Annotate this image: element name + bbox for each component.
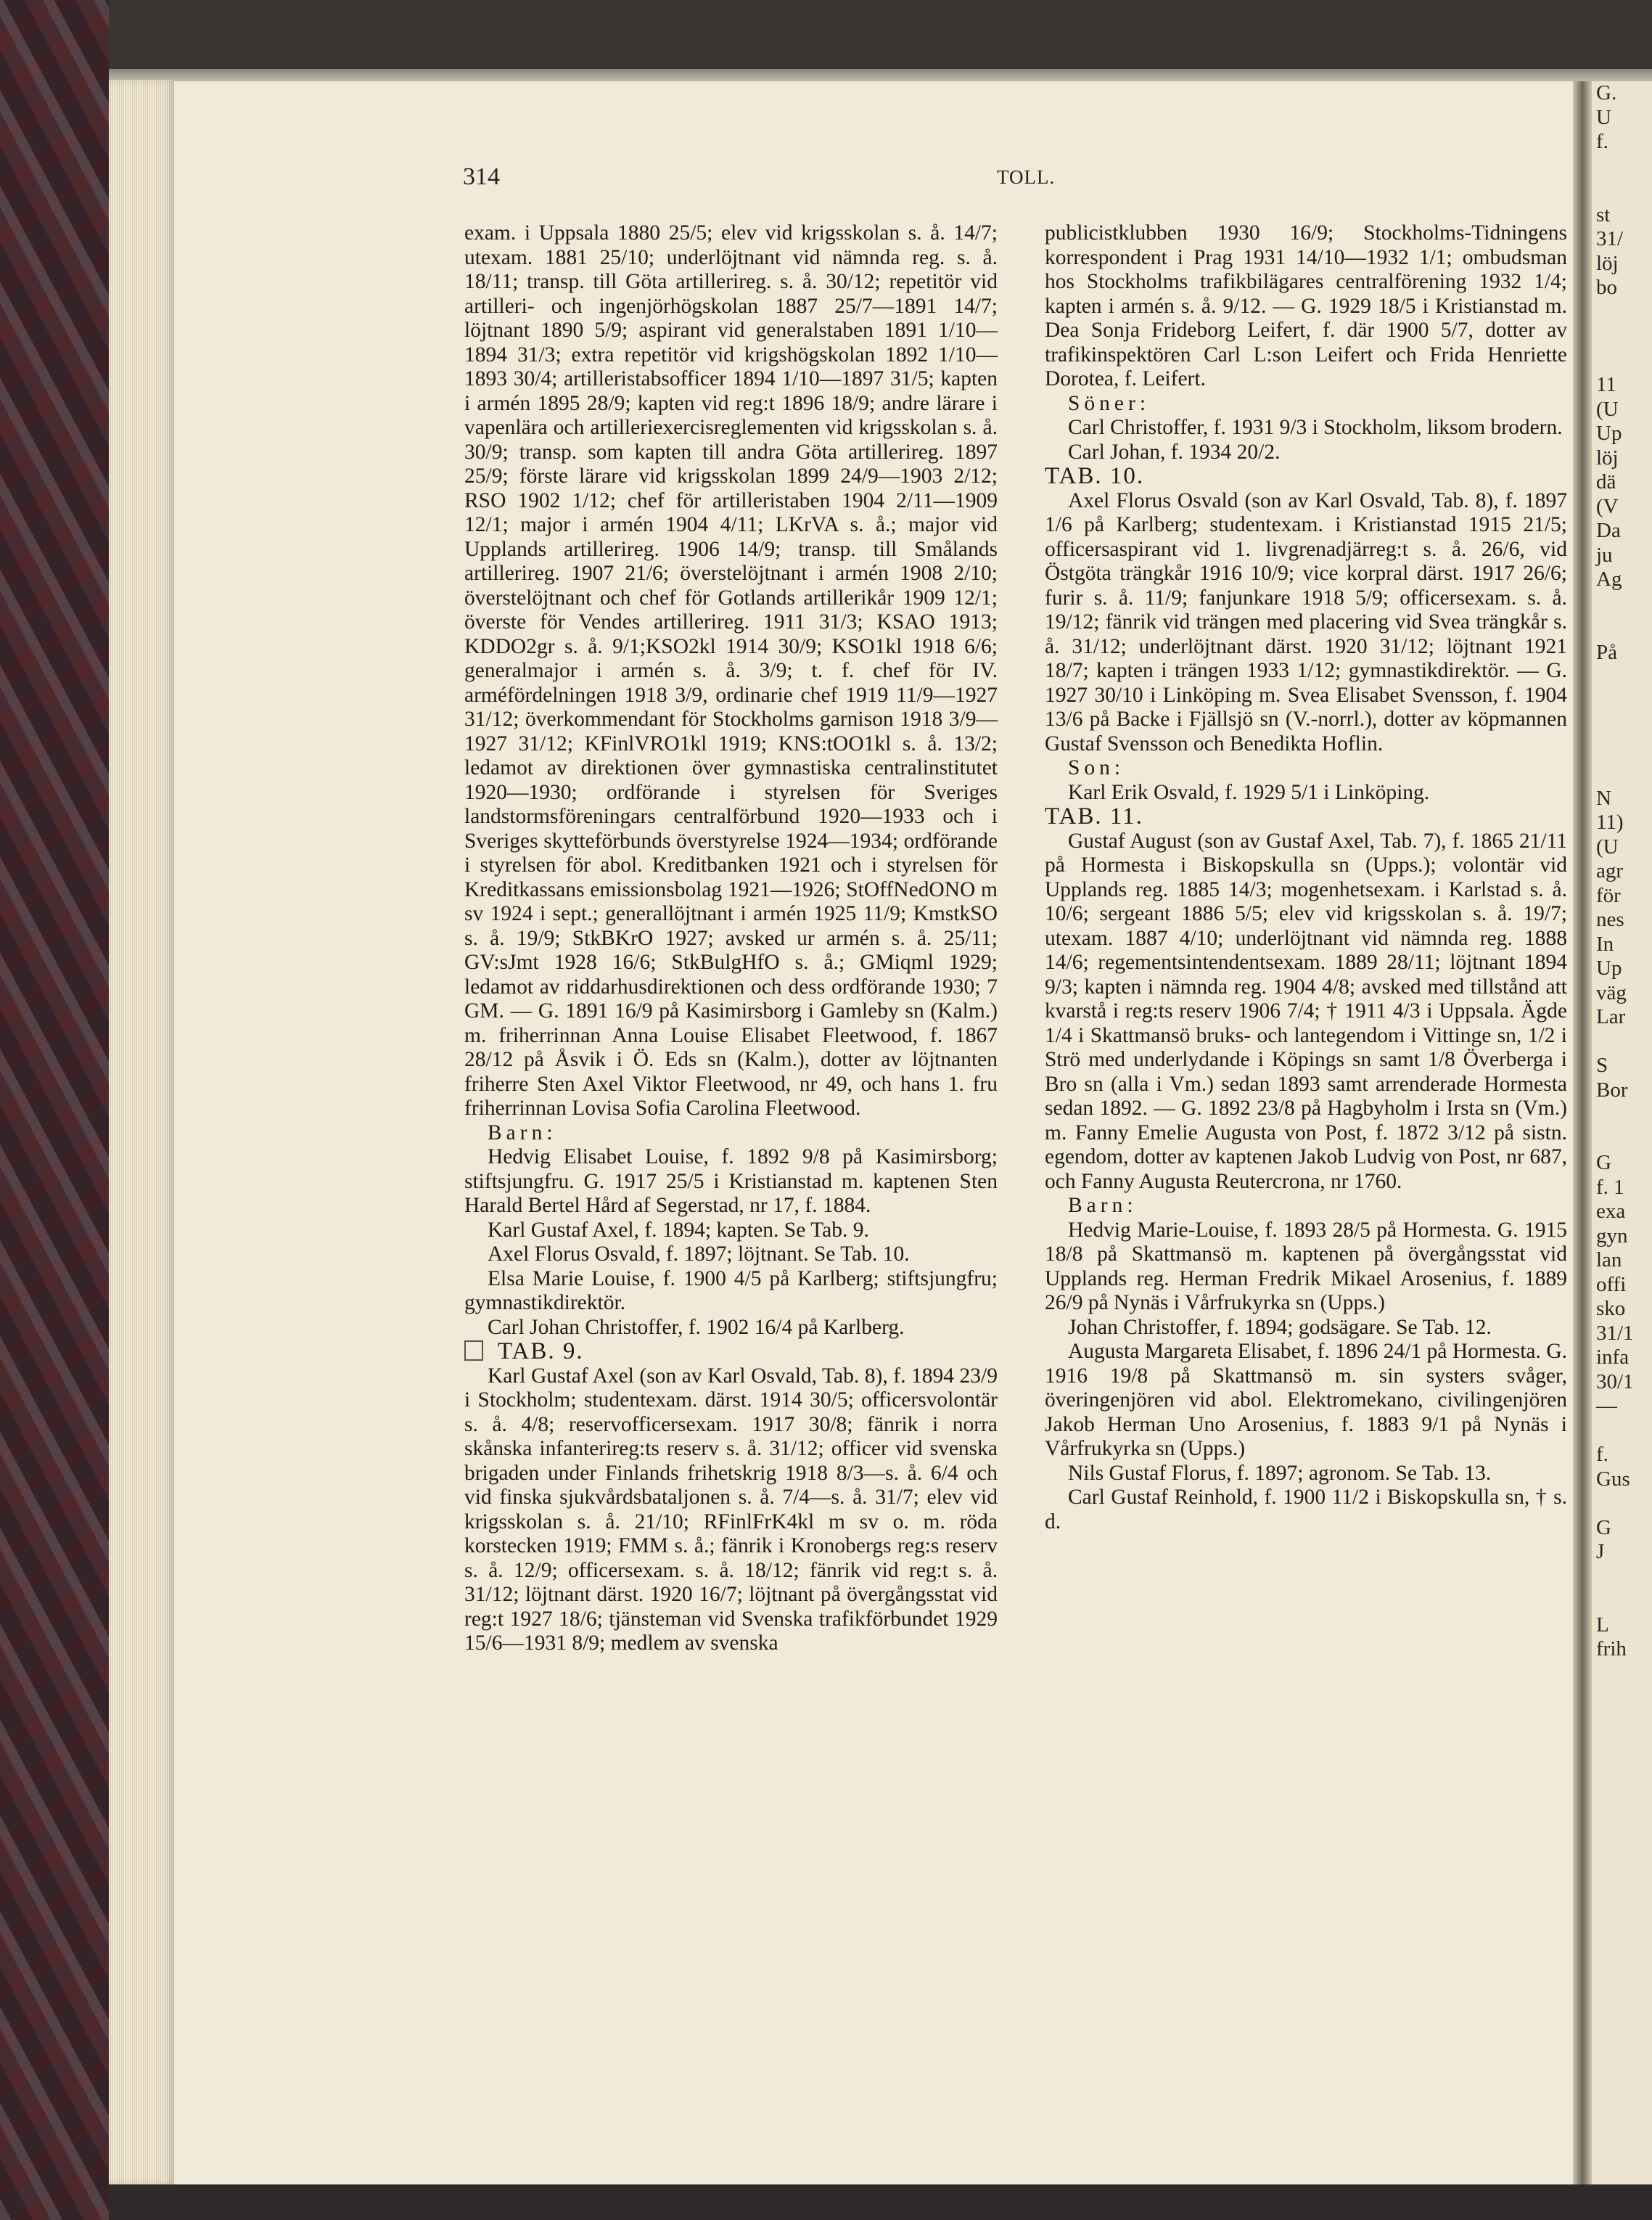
child-entry: Carl Johan, f. 1934 20/2. bbox=[1068, 440, 1281, 464]
facing-page-fragment bbox=[1596, 1127, 1634, 1152]
facing-page-text-fragments bbox=[1596, 81, 1634, 1662]
facing-page-fragment bbox=[1596, 1419, 1634, 1443]
facing-page-fragment bbox=[1596, 592, 1634, 617]
book-gutter bbox=[1573, 81, 1592, 2184]
child-entry: Johan Christoffer, f. 1894; godsägare. Se Tab. 12. bbox=[1068, 1315, 1492, 1339]
tab-heading: TAB. 11. bbox=[1045, 803, 1143, 830]
soner-label: Söner: bbox=[1068, 391, 1151, 415]
facing-page-fragment: dä bbox=[1596, 470, 1616, 493]
facing-page-fragment: st bbox=[1596, 202, 1611, 226]
facing-page-fragment: L bbox=[1596, 1613, 1609, 1637]
child-entry: Karl Erik Osvald, f. 1929 5/1 i Linköping. bbox=[1068, 780, 1430, 804]
entry-paragraph: Karl Gustaf Axel (son av Karl Osvald, Tab. 8), f. 1894 23/9 i Stockholm; studentexam. därst. 1914 30/5; officersvolontär s. å. 4/8; reservofficersexam. 1917 30/8; fänrik i norra skånska infanterireg:ts reserv s. å. 31/12; officer vid svenska brigaden under Finlands frihetskrig 1918 8/3—s. å. 6/4 och vid finska sjukvårdsbataljonen s. å. 7/4—s. å. 31/7; elev vid krigsskolan s. å. 21/10; RFinlFrK4kl m sv o. m. röda korstecken 1919; FMM s. å.; fänrik i Kronobergs reg:s reserv s. å. 12/9; officersexam. s. å. 18/12; fänrik vid reg:t s. å. 31/12; löjtnant därst. 1920 16/7; löjtnant på övergångsstat vid reg:t 1927 18/6; tjänsteman vid Svenska trafikförbundet 1929 15/6—1931 8/9; medlem av svenska bbox=[464, 1364, 998, 1655]
facing-page-fragment: bo bbox=[1596, 276, 1617, 299]
book-bottom-edge bbox=[109, 2184, 1652, 2220]
facing-page-fragment: f. 1 bbox=[1596, 1175, 1624, 1199]
facing-page-fragment: Gus bbox=[1596, 1467, 1630, 1491]
facing-page-fragment: 11) bbox=[1596, 811, 1624, 834]
facing-page-fragment bbox=[1596, 713, 1634, 738]
facing-page-fragment bbox=[1596, 1565, 1634, 1589]
facing-page-fragment: In bbox=[1596, 932, 1614, 956]
facing-page-fragment bbox=[1596, 1102, 1634, 1127]
facing-page-fragment bbox=[1596, 179, 1634, 203]
facing-page-fragment: 31/1 bbox=[1596, 1321, 1634, 1345]
facing-page-fragment: S bbox=[1596, 1054, 1608, 1077]
entry-paragraph: publicistklubben 1930 16/9; Stockholms-Tidningens korrespondent i Prag 1931 14/10—1932 1/1; ombudsman hos Stockholms trafikbilägares centralförening 1932 1/4; kapten i armén s. å. 9/12. — G. 1929 18/5 i Kristianstad m. Dea Sonja Frideborg Leifert, f. där 1900 5/7, dotter av trafikinspektören Carl L:son Leifert och Frida Henriette Dorotea, f. Leifert. bbox=[1045, 221, 1567, 390]
page-stack-edge bbox=[109, 80, 174, 2184]
facing-page-fragment bbox=[1596, 324, 1634, 349]
facing-page-fragment: J bbox=[1596, 1540, 1605, 1563]
facing-page-fragment: f. bbox=[1596, 1443, 1608, 1466]
facing-page-fragment bbox=[1596, 616, 1634, 641]
barn-label: Barn: bbox=[1068, 1194, 1138, 1217]
page-header bbox=[463, 163, 1595, 192]
facing-page-fragment: nes bbox=[1596, 908, 1624, 931]
facing-page-fragment: — bbox=[1596, 1394, 1617, 1417]
facing-page-fragment: Ag bbox=[1596, 568, 1622, 591]
entry-paragraph: Axel Florus Osvald (son av Karl Osvald, Tab. 8), f. 1897 1/6 på Karlberg; studentexam. i Kristianstad 1915 21/5; officersaspirant vid 1. livgrenadjärreg:t s. å. 26/6, vid Östgöta trängkår 1916 10/9; vice korpral därst. 1917 26/6; furir s. å. 11/9; fanjunkare 1918 5/9; officersexam. s. å. 19/12; fänrik vid trängen med placering vid Svea trängkår s. å. 31/12; underlöjtnant därst. 1920 31/12; löjtnant 1921 18/7; kapten i trängen 1933 1/12; gymnastikdirektör. — G. 1927 30/10 i Linköping m. Svea Elisabet Svensson, f. 1904 13/6 på Backe i Fjällsjö sn (V.-norrl.), dotter av köpmannen Gustaf Svensson och Benedikta Hoflin. bbox=[1045, 488, 1567, 755]
facing-page-fragment: (U bbox=[1596, 397, 1619, 421]
library-stamp-icon bbox=[464, 1340, 483, 1361]
child-entry: Axel Florus Osvald, f. 1897; löjtnant. Se Tab. 10. bbox=[488, 1242, 910, 1266]
son-label: Son: bbox=[1068, 756, 1125, 779]
facing-page-fragment: G. bbox=[1596, 81, 1617, 105]
marbled-book-edge bbox=[0, 0, 109, 2220]
facing-page-fragment: ju bbox=[1596, 543, 1613, 567]
barn-label: Barn: bbox=[488, 1121, 557, 1144]
facing-page-fragment: G bbox=[1596, 1151, 1611, 1174]
facing-page-fragment bbox=[1596, 665, 1634, 689]
facing-page-fragment: för bbox=[1596, 883, 1621, 907]
child-entry: Hedvig Elisabet Louise, f. 1892 9/8 på Kasimirsborg; stiftsjungfru. G. 1917 25/5 i Kristianstad m. kaptenen Sten Harald Bertel Hård af Segerstad, nr 17, f. 1884. bbox=[464, 1145, 998, 1217]
facing-page-fragment: gyn bbox=[1596, 1224, 1628, 1248]
facing-page-fragment: Lar bbox=[1596, 1005, 1626, 1028]
facing-page-fragment: N bbox=[1596, 786, 1611, 810]
facing-page bbox=[1592, 81, 1652, 2184]
facing-page-fragment: löj bbox=[1596, 251, 1619, 275]
facing-page-fragment: (V bbox=[1596, 494, 1619, 518]
facing-page-fragment bbox=[1596, 689, 1634, 714]
facing-page-fragment: (U bbox=[1596, 835, 1619, 859]
facing-page-fragment: Up bbox=[1596, 422, 1622, 445]
facing-page-fragment bbox=[1596, 1030, 1634, 1054]
facing-page-fragment: 30/1 bbox=[1596, 1369, 1634, 1393]
facing-page-fragment bbox=[1596, 300, 1634, 325]
facing-page-fragment: frih bbox=[1596, 1637, 1627, 1660]
facing-page-fragment: sko bbox=[1596, 1297, 1626, 1320]
tab-heading: TAB. 10. bbox=[1045, 463, 1145, 489]
entry-paragraph: exam. i Uppsala 1880 25/5; elev vid krigsskolan s. å. 14/7; utexam. 1881 25/10; underlöjtnant vid nämnda reg. s. å. 18/11; transp. till Göta artillerireg. s. å. 30/12; repetitör vid artilleri- och ingenjörhögskolan 1887 25/7—1891 14/7; löjtnant 1890 5/9; aspirant vid generalstaben 1891 1/10—1894 31/3; extra repetitör vid krigshögskolan 1892 1/10—1893 30/4; artilleristabsofficer 1894 1/10—1897 31/5; kapten i armén 1895 28/9; kapten vid reg:t 1896 18/9; andre lärare i vapenlära och artilleriexercisreglementen vid krigsskolan s. å. 30/9; transp. som kapten till andra Göta artillerireg. 1897 25/9; förste lärare vid krigsskolan 1899 24/9—1903 2/12; RSO 1902 1/12; chef för artilleristaben 1904 2/11—1909 12/1; major i armén 1904 4/11; LKrVA s. å.; major vid Upplands artillerireg. 1906 14/9; transp. till Smålands artillerireg. 1907 21/6; överstelöjtnant i armén 1908 2/10; överstelöjtnant och chef för Gotlands artillerikår 1909 12/1; överste för Vendes artillerireg. 1911 31/3; KSAO 1913; KDDO2gr s. å. 9/1;KSO2kl 1914 30/9; KSO1kl 1918 6/6; generalmajor i armén s. å. 3/9; t. f. chef för IV. arméfördelningen 1918 3/9, ordinarie chef 1919 11/9—1927 31/12; överkommendant för Stockholms garnison 1918 3/9—1927 31/12; KFinlVRO1kl 1919; KNS:tOO1kl s. å. 13/2; ledamot av direktionen över gymnastiska centralinstitutet 1920—1930; ordförande i styrelsen för Sveriges landstormsföreningars centralförbund 1920—1933 och i Sveriges skytteförbunds överstyrelse 1924—1934; ordförande i styrelsen för abol. Kreditbanken 1921 och i styrelsen för Kreditkassans emissionsbolag 1921—1926; StOffNedONO m sv 1924 i sept.; generallöjtnant i armén 1925 11/9; KmstkSO s. å. 19/9; StkBKrO 1927; avsked ur armén s. å. 25/11; GV:sJmt 1928 16/6; StkBulgHfO s. å.; GMiqml 1929; ledamot av riddarhusdirektionen och dess ordförande 1930; 7 GM. — G. 1891 16/9 på Kasimirsborg i Gamleby sn (Kalm.) m. friherrinnan Anna Louise Elisabet Fleetwood, f. 1867 28/12 på Åsvik i Ö. Eds sn (Kalm.), dotter av löjtnanten friherre Sten Axel Viktor Fleetwood, nr 49, och hans 1. fru friherrinnan Lovisa Sofia Carolina Fleetwood. bbox=[464, 221, 998, 1120]
facing-page-fragment: infa bbox=[1596, 1345, 1630, 1369]
child-entry: Augusta Margareta Elisabet, f. 1896 24/1 på Hormesta. G. 1916 19/8 på Skattmansö m. sin systers svåger, överingenjören vid abol. Elektromekano, civilingenjören Jakob Herman Uno Arosenius, f. 1883 9/1 på Nynäs i Vårfrukyrka sn (Upps.) bbox=[1045, 1340, 1567, 1460]
page-number: 314 bbox=[463, 163, 500, 190]
facing-page-fragment: Da bbox=[1596, 519, 1621, 542]
facing-page-fragment: På bbox=[1596, 640, 1617, 664]
facing-page-fragment bbox=[1596, 349, 1634, 374]
facing-page-fragment bbox=[1596, 1589, 1634, 1613]
facing-page-fragment: Bor bbox=[1596, 1078, 1628, 1102]
facing-page-fragment: exa bbox=[1596, 1200, 1626, 1223]
facing-page-fragment: 31/ bbox=[1596, 227, 1624, 250]
tab-heading-text: TAB. 9. bbox=[498, 1338, 584, 1364]
facing-page-fragment: väg bbox=[1596, 980, 1627, 1004]
facing-page-fragment bbox=[1596, 1491, 1634, 1516]
left-column bbox=[464, 221, 998, 1656]
child-entry: Karl Gustaf Axel, f. 1894; kapten. Se Tab. 9. bbox=[488, 1218, 869, 1242]
facing-page-fragment: G bbox=[1596, 1515, 1611, 1539]
child-entry: Carl Johan Christoffer, f. 1902 16/4 på Karlberg. bbox=[488, 1315, 905, 1339]
facing-page-fragment: löj bbox=[1596, 446, 1619, 470]
right-column bbox=[1045, 221, 1567, 1534]
child-entry: Carl Christoffer, f. 1931 9/3 i Stockholm, liksom brodern. bbox=[1068, 416, 1563, 439]
facing-page-fragment bbox=[1596, 155, 1634, 179]
running-head: TOLL. bbox=[997, 166, 1056, 188]
child-entry: Elsa Marie Louise, f. 1900 4/5 på Karlberg; stiftsjungfru; gymnastikdirektör. bbox=[464, 1266, 998, 1314]
child-entry: Carl Gustaf Reinhold, f. 1900 11/2 i Biskopskulla sn, † s. d. bbox=[1045, 1486, 1567, 1533]
facing-page-fragment: U bbox=[1596, 105, 1611, 129]
facing-page-fragment: agr bbox=[1596, 859, 1624, 882]
facing-page-fragment: offi bbox=[1596, 1272, 1627, 1296]
facing-page-fragment bbox=[1596, 762, 1634, 787]
facing-page-fragment bbox=[1596, 738, 1634, 763]
facing-page-fragment: 11 bbox=[1596, 373, 1616, 396]
tab-heading bbox=[464, 1340, 998, 1364]
facing-page-fragment: lan bbox=[1596, 1248, 1622, 1271]
child-entry: Nils Gustaf Florus, f. 1897; agronom. Se Tab. 13. bbox=[1068, 1461, 1492, 1485]
child-entry: Hedvig Marie-Louise, f. 1893 28/5 på Hormesta. G. 1915 18/8 på Skattmansö m. kaptenen på övergångsstat vid Upplands reg. Herman Fredrik Mikael Arosenius, f. 1889 26/9 på Nynäs i Vårfrukyrka sn (Upps.) bbox=[1045, 1218, 1567, 1314]
facing-page-fragment: f. bbox=[1596, 130, 1608, 153]
entry-paragraph: Gustaf August (son av Gustaf Axel, Tab. 7), f. 1865 21/11 på Hormesta i Biskopskulla sn (Upps.); volontär vid Upplands reg. 1885 14/3; mogenhetsexam. i Karlstad s. å. 10/6; sergeant 1886 5/5; elev vid krigsskolan s. å. 19/7; utexam. 1887 4/10; underlöjtnant vid nämnda reg. 1888 14/6; regementsintendentsexam. 1889 28/11; löjtnant 1894 9/3; kapten i nämnda reg. 1904 4/8; avsked med tillstånd att kvarstå i reg:ts reserv 1906 7/4; † 1911 4/3 i Uppsala. Ägde 1/4 i Skattmansö bruks- och lantegendom i Vittinge sn, 1/2 i Strö med underlydande i Köpings sn samt 1/8 Överberga i Bro sn (alla i Vm.) sedan 1893 samt arrenderade Hormesta sedan 1892. — G. 1892 23/8 på Hagbyholm i Irsta sn (Vm.) m. Fanny Emelie Augusta von Post, f. 1872 3/12 på sistn. egendom, dotter av kaptenen Jakob Ludvig von Post, nr 687, och Fanny Augusta Reutercrona, nr 1760. bbox=[1045, 829, 1567, 1193]
facing-page-fragment: Up bbox=[1596, 957, 1622, 980]
